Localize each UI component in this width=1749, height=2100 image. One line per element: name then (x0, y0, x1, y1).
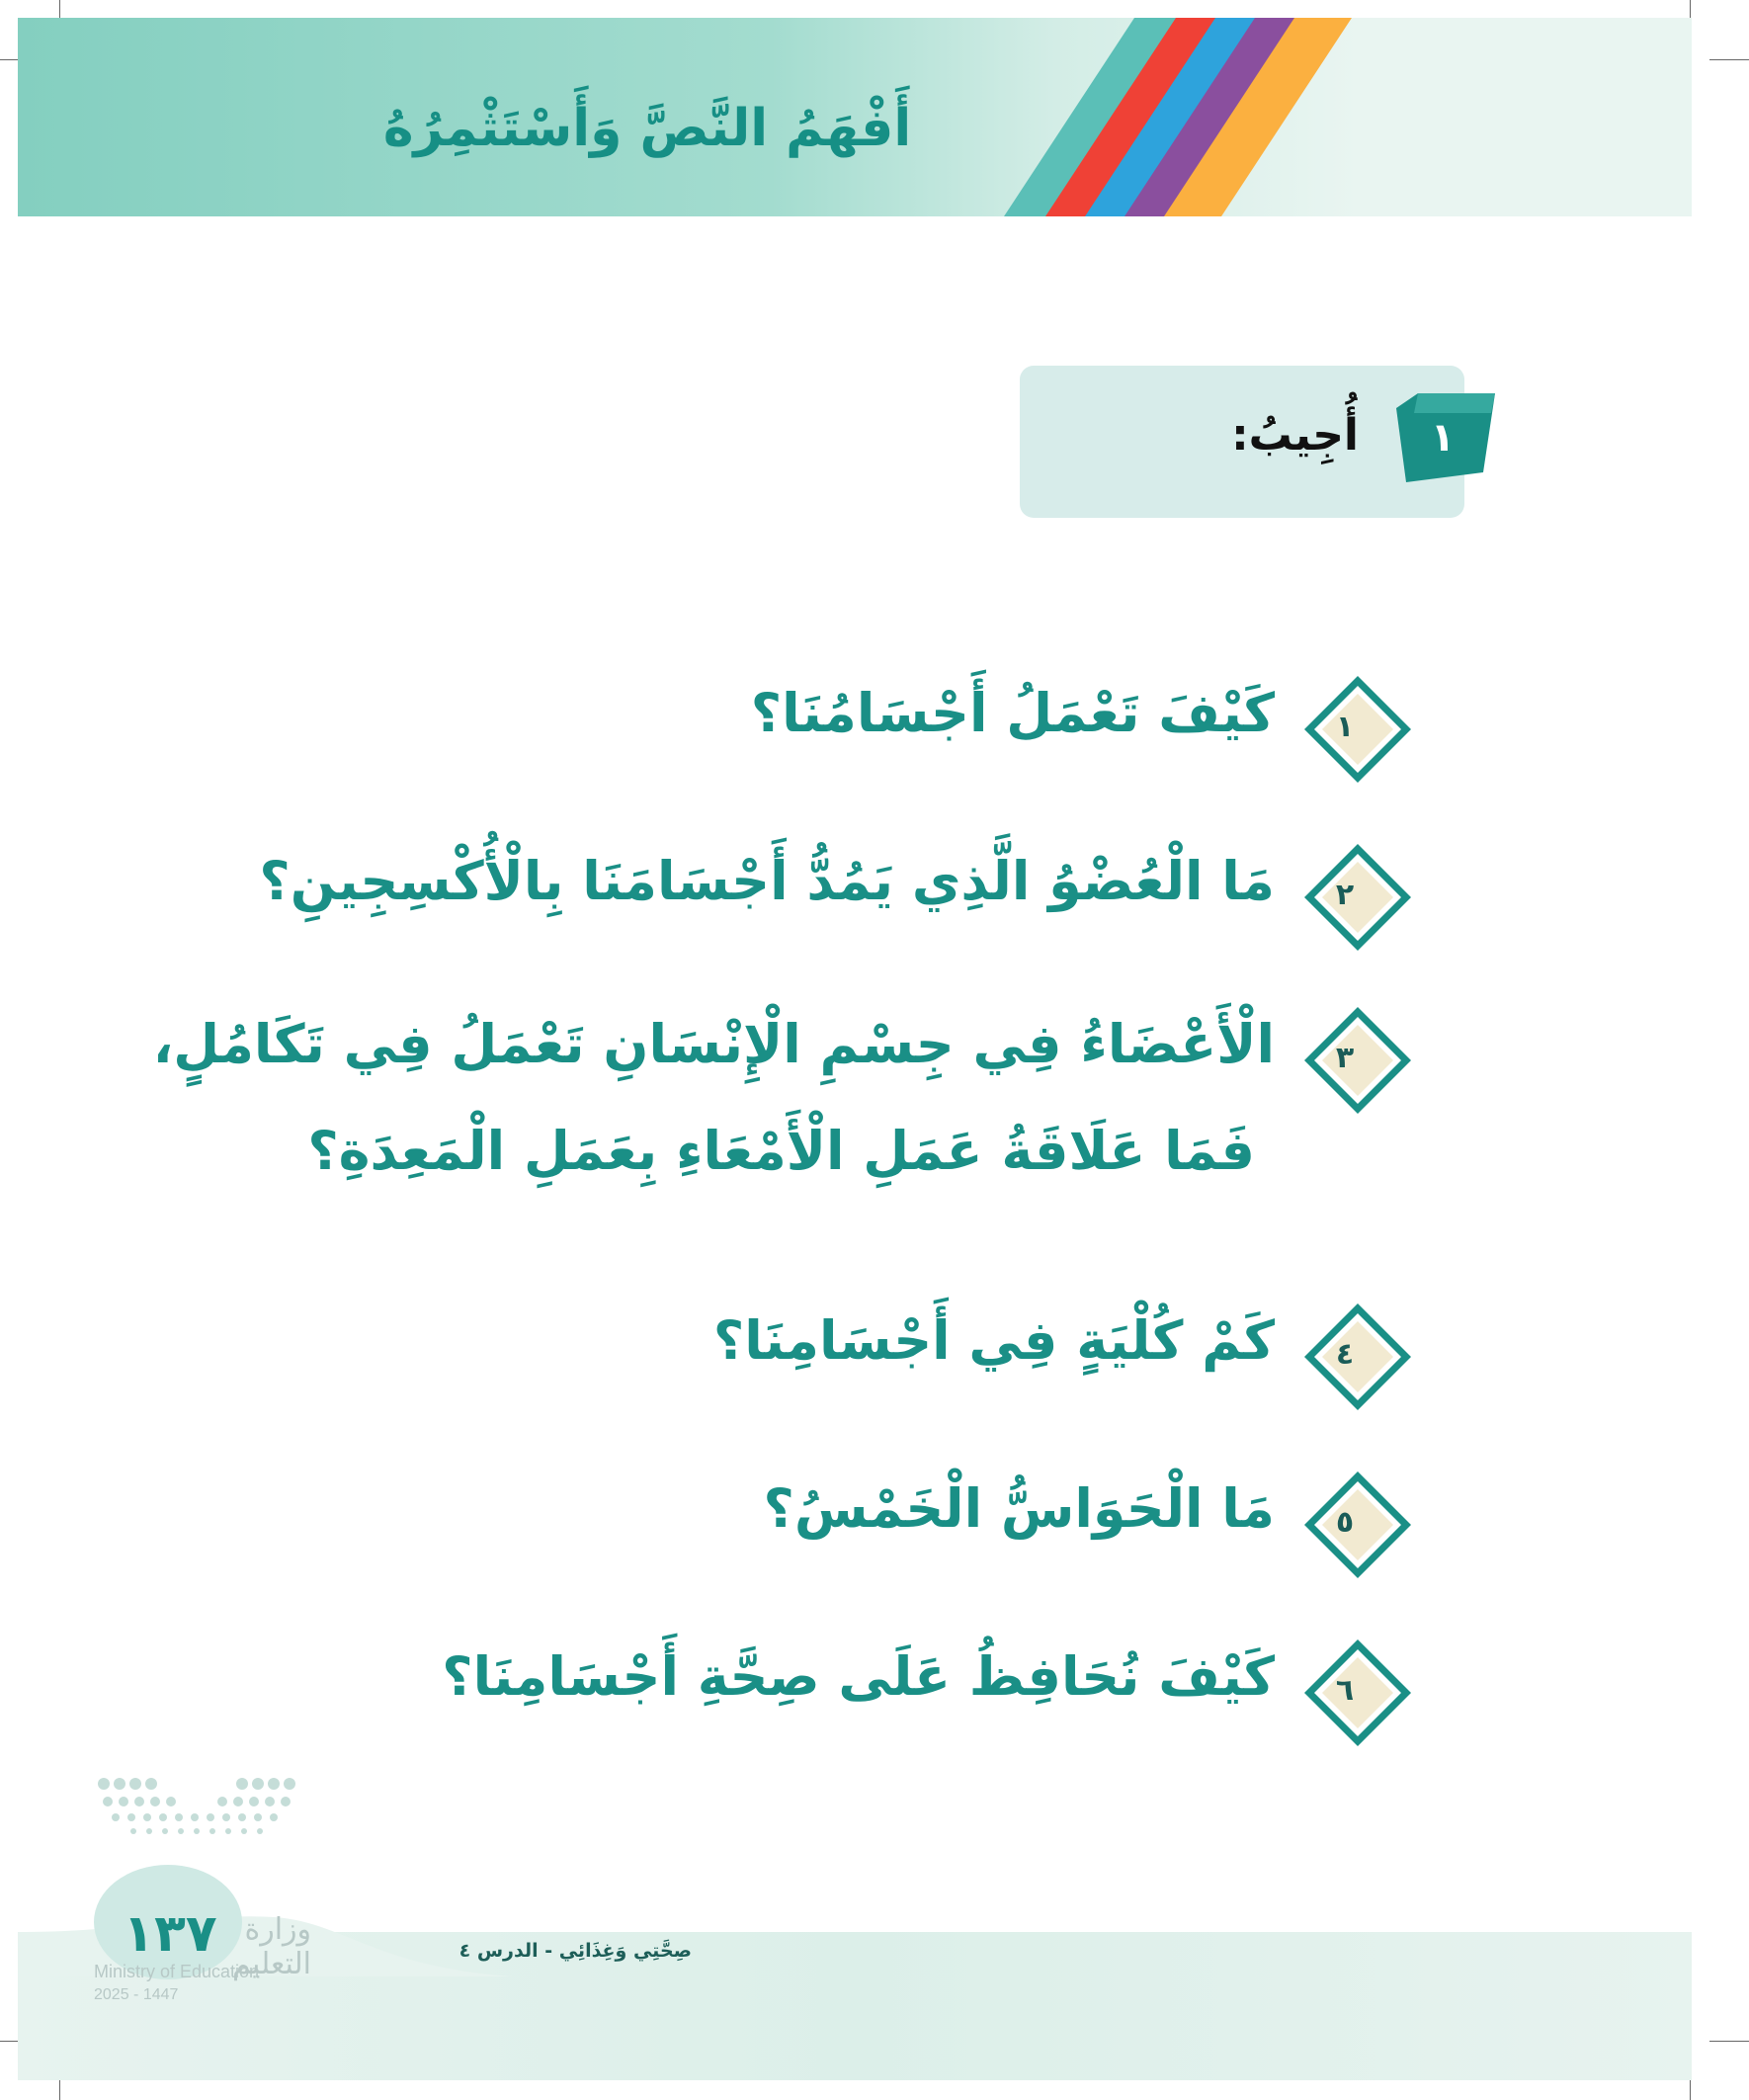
instruction-label: أُجِيبُ: (1231, 410, 1359, 461)
ministry-name-arabic: وزارة التعليم (232, 1912, 311, 1981)
footer-lesson-label: صِحَّتِي وَغِذَائِي - الدرس ٤ (458, 1940, 692, 1962)
question-text: كَيْفَ نُحَافِظُ عَلَى صِحَّةِ أَجْسَامِنَا؟ (442, 1645, 1275, 1708)
question-number: ٥ (1335, 1505, 1355, 1540)
question-text: مَا الْحَوَاسُّ الْخَمْسُ؟ (763, 1477, 1275, 1540)
crop-mark (1709, 59, 1749, 60)
section-title: أَفْهَمُ النَّصَّ وَأَسْتَثْمِرُهُ (382, 99, 912, 158)
crop-mark (1709, 2041, 1749, 2042)
ministry-year: 2025 - 1447 (94, 1986, 179, 2003)
question-text: كَمْ كُلْيَةٍ فِي أَجْسَامِنَا؟ (712, 1309, 1275, 1372)
question-number: ٤ (1335, 1337, 1355, 1372)
instruction-number: ١ (1430, 415, 1456, 461)
question-number: ٢ (1335, 878, 1355, 912)
question-number: ٣ (1335, 1041, 1355, 1075)
question-text: كَيْفَ تَعْمَلُ أَجْسَامُنَا؟ (750, 682, 1275, 744)
question-text: مَا الْعُضْوُ الَّذِي يَمُدُّ أَجْسَامَنَا بِالْأُكْسِجِينِ؟ (259, 850, 1275, 912)
question-number: ١ (1335, 710, 1355, 744)
question-number: ٦ (1335, 1673, 1355, 1708)
page-number: ١٣٧ (123, 1904, 217, 1964)
ministry-name-english: Ministry of Education (94, 1962, 260, 1981)
question-text: الْأَعْضَاءُ فِي جِسْمِ الْإِنْسَانِ تَعْمَلُ فِي تَكَامُلٍ، (152, 1013, 1275, 1075)
question-text: فَمَا عَلَاقَةُ عَمَلِ الْأَمْعَاءِ بِعَمَلِ الْمَعِدَةِ؟ (307, 1120, 1255, 1182)
